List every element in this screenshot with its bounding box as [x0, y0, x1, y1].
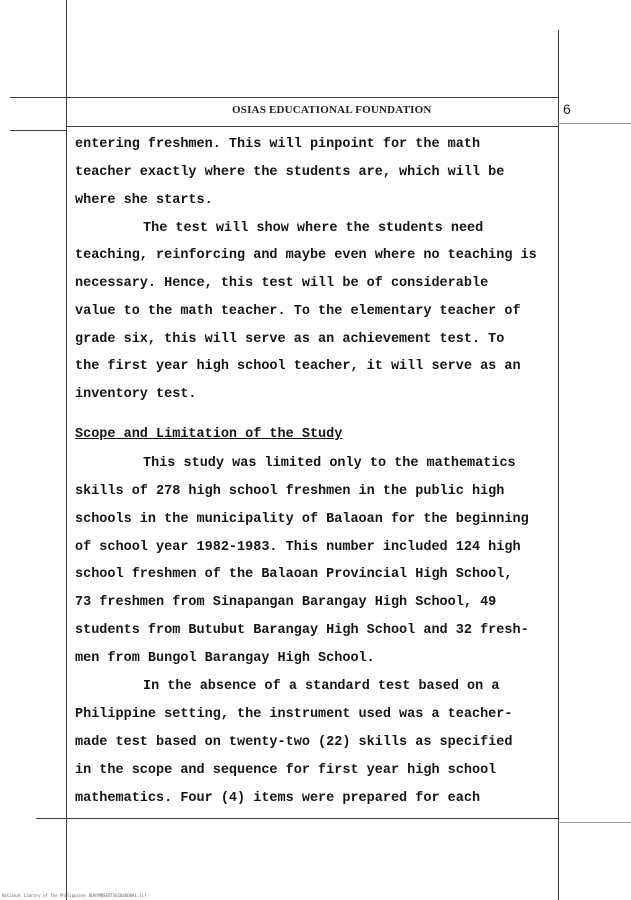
text-line: made test based on twenty-two (22) skills as specified [75, 735, 513, 750]
text-line: men from Bungol Barangay High School. [75, 651, 375, 666]
text-line: The test will show where the students need [143, 221, 484, 236]
text-line: In the absence of a standard test based on a [143, 679, 500, 694]
footer-rule-right [558, 822, 631, 823]
running-header: OSIAS EDUCATIONAL FOUNDATION [232, 104, 432, 116]
text-line: students from Butubut Barangay High School and 32 fresh- [75, 623, 529, 638]
text-line: entering freshmen. This will pinpoint for the math [75, 137, 481, 152]
text-line: skills of 278 high school freshmen in the public high [75, 484, 505, 499]
text-line: This study was limited only to the mathematics [143, 456, 516, 471]
header-rule-bottom [66, 126, 558, 127]
text-line: 73 freshmen from Sinapangan Barangay High School, 49 [75, 595, 497, 610]
text-line: school freshmen of the Balaoan Provincial High School, [75, 567, 513, 582]
right-margin-rule [558, 30, 559, 900]
left-margin-rule [66, 0, 67, 900]
text-line: schools in the municipality of Balaoan for the beginning [75, 512, 529, 527]
section-heading: Scope and Limitation of the Study [75, 427, 343, 442]
text-line: value to the math teacher. To the elementary teacher of [75, 304, 521, 319]
header-rule-top [66, 97, 558, 98]
text-line: grade six, this will serve as an achievement test. To [75, 332, 505, 347]
text-line: Philippine setting, the instrument used was a teacher- [75, 707, 513, 722]
header-rule-right [558, 123, 631, 124]
text-line: inventory test. [75, 387, 197, 402]
text-line: of school year 1982-1983. This number included 124 high [75, 540, 521, 555]
footer-rule [36, 818, 558, 819]
text-line: teaching, reinforcing and maybe even where no teaching is [75, 248, 537, 263]
text-line: necessary. Hence, this test will be of considerable [75, 276, 489, 291]
text-line: mathematics. Four (4) items were prepared for each [75, 791, 481, 806]
text-line: in the scope and sequence for first year high school [75, 763, 497, 778]
header-rule-left-top [10, 97, 66, 98]
text-line: teacher exactly where the students are, which will be [75, 165, 505, 180]
text-line: where she starts. [75, 193, 213, 208]
page-number: 6 [563, 101, 571, 117]
scan-footer-note: National Library of the Philippines BUHYMBSEDTS01040D0A1.tif [2, 893, 147, 898]
text-line: the first year high school teacher, it will serve as an [75, 359, 521, 374]
header-rule-left-bottom [10, 130, 66, 131]
